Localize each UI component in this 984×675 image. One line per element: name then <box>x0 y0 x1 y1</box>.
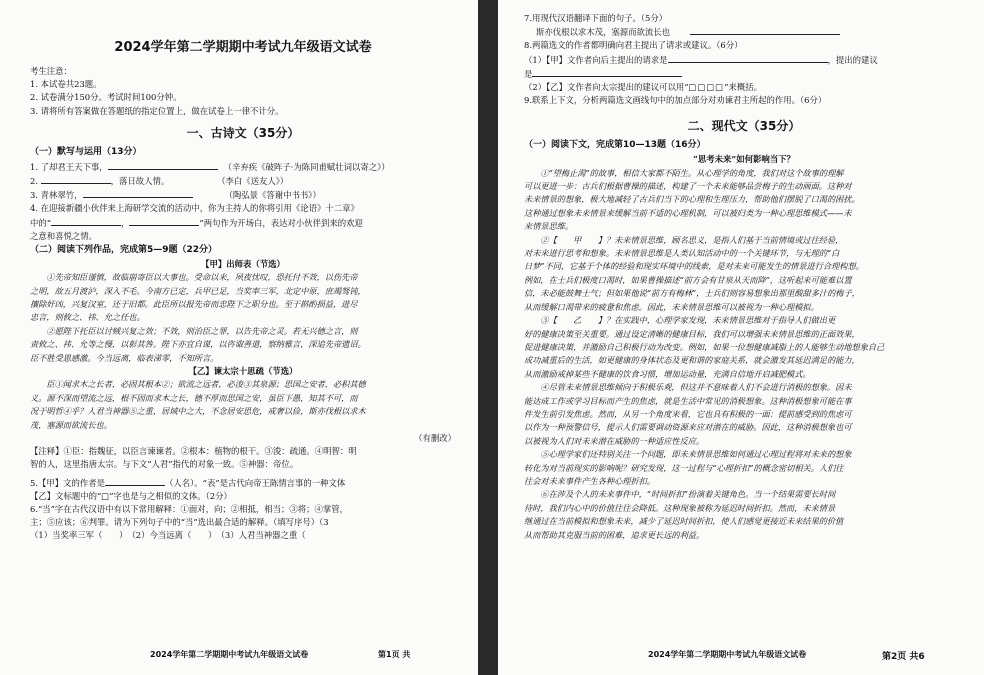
question-7-sentence: 斯亦伐根以求木茂，塞源而欲流长也 <box>524 25 964 39</box>
text-line: 日梦”不同，它基于个体的经验和现实环境中的线索，是对未来可能发生的情景进行合理构想。 <box>524 261 864 272</box>
text-line: 攘除奸凶，兴复汉室，还于旧都。此臣所以报先帝而忠陛下之职分也。至于斟酌损益，进尽 <box>30 299 358 310</box>
text-line: 况于明哲④乎？人君当神器⑤之重，居域中之大，不念居安思危，戒奢以俭，斯亦伐根以求木 <box>30 406 366 417</box>
notice-item: 3. 请将所有答案做在答题纸的指定位置上，做在试卷上一律不计分。 <box>30 105 284 116</box>
exam-page-1: 2024学年第二学期期中考试九年级语文试卷 考生注意： 1. 本试卷共23题。 2. 试卷满分150分。考试时间100分钟。 3. 请将所有答案做在答题纸的指定位置上，做在试卷上一律不计分。 一、古诗文（35分） （一）默写与运用（13分） 1. 了却君王天下事， （辛弃疾《破阵子·为陈同甫赋壮词以寄之》） 2. ，落日故人情。 （李白《送友人》） 3. 青林翠竹， （陶弘景《答谢中书书》） 4. 在迎接新疆小伙伴来上海研学交流的活动中，你为主持人的你将引用《论语》十二章》 中的“ ， ”两句作为开场白，表达对小伙伴到来的欢迎 之意和喜悦之情。 （二）阅读下列作品，完成第5—9题（22分） 【甲】出师表（节选） ①先帝知臣谨慎，故临崩寄臣以大事也。受命以来，夙夜忧叹，恐托付不效，以伤先帝 之明，故五月渡泸，深入不毛。今南方已定，兵甲已足，当奖率三军，北定中原，庶竭驽钝， 攘除奸凶，兴复汉室，还于旧都。此臣所以报先帝而忠陛下之职分也。至于斟酌损益，进尽 忠言，则攸之、祎、允之任也。 ②愿陛下托臣以讨贼兴复之效；不效，则治臣之罪，以告先帝之灵。若无兴德之言，则 责攸之、祎、允等之慢，以彰其咎。陛下亦宜自谋，以咨诹善道，察纳雅言，深追先帝遗诏。 臣不胜受恩感激。今当远离，临表涕零，不知所言。 【乙】谏太宗十思疏（节选） 臣①闻求木之长者，必固其根本②；欲流之远者，必浚③其泉源；思国之安者，必积其德 义。源不深而望流之远，根不固而求木之长，德不厚而思国之安，虽臣下愚，知其不可，而 况于明哲④乎？人君当神器⑤之重，居域中之大，不念居安思危，戒奢以俭，斯亦伐根以求木 茂，塞源而欲流长也。 （有删改） 【注释】①臣：指魏征，以臣言谏谏者。②根本：植物的根干。③浚：疏通。④明智：明 智的人，这里指唐太宗。与下文“人君”指代的对象一致。⑤神器：帝位。 5.【甲】文的作者是 （人名）。“表”是古代向帝王陈情言事的一种文体 【乙】文标题中的“□”字也是与之相似的文体。（2分） 6.“当”字在古代汉语中有以下常用解释：①面对，向；②相抵，相当；③将；④掌管， 主；⑤应该；⑥判罪。请为下列句子中的“当”选出最合适的解释。（填写序号）（3 （1）当奖率三军（ ） （2）今当远离（ ） （3）人君当神器之重（ 2024学年第二学期期中考试九年级语文试卷 第1页 共 <box>0 0 478 675</box>
text-line: 这种通过想象未来情景来缓解当前不适的心理机制，可以被归类为一种心理思维模式——未 <box>524 207 852 218</box>
text-line: 茂，塞源而欲流长也。 <box>30 419 112 430</box>
question-1: 1. 了却君王天下事， （辛弃疾《破阵子·为陈同甫赋壮词以寄之》） <box>30 161 390 172</box>
answer-blank[interactable] <box>83 188 193 198</box>
question-3: 3. 青林翠竹， （陶弘景《答谢中书书》） <box>30 190 321 201</box>
text-line: 来情景思维。 <box>524 221 574 232</box>
answer-blank[interactable] <box>105 476 165 486</box>
question-2: 2. ，落日故人情。 （李白《送友人》） <box>30 176 289 187</box>
text-line: ④尽管未来情景思维倾向于积极乐观，但这并不意味着人们不会进行消极的想象。因未 <box>524 382 852 393</box>
question-6-cont: 主；⑤应该；⑥判罪。请为下列句子中的“当”选出最合适的解释。（填写序号）（3 <box>30 517 329 528</box>
question-7: 7.用现代汉语翻译下面的句子。（5分） <box>524 13 668 23</box>
question-5-cont: 【乙】文标题中的“□”字也是与之相似的文体。（2分） <box>30 490 232 501</box>
text-line: 从而帮助其克服当前的困难，追求更长远的利益。 <box>524 529 705 540</box>
answer-blank[interactable] <box>690 25 840 35</box>
text-yi-title: 【乙】谏太宗十思疏（节选） <box>188 366 298 377</box>
text-line: 继通过在当前模拟和想象未来，减少了延迟时间折扣，使人们感觉更接近未来结果的价值 <box>524 516 844 527</box>
answer-blank[interactable] <box>51 216 121 226</box>
text-line: ②愿陛下托臣以讨贼兴复之效；不效，则治臣之罪，以告先帝之灵。若无兴德之言，则 <box>30 325 358 336</box>
question-6: 6.“当”字在古代汉语中有以下常用解释：①面对，向；②相抵，相当；③将；④掌管， <box>30 503 349 514</box>
question-8-2: （2）【乙】文作者向太宗提出的建议可以用“□□□□”来概括。 <box>524 82 762 93</box>
answer-blank[interactable] <box>41 174 111 184</box>
text-jia-body <box>30 271 456 365</box>
article-body <box>524 167 964 542</box>
text-line: ⑥在涉及个人的未来事件中，“时间折扣”扮演着关键角色。当一个结果需要长时间 <box>524 489 836 500</box>
text-line: 从而激励戒掉某些不健康的饮食习惯，增加运动量，充满自信地开启减肥模式。 <box>524 368 811 379</box>
answer-blank[interactable] <box>668 53 828 63</box>
text-line: 待时，我们内心中的价值往往会降低。这种现象被称为延迟时间折扣。然而，未来情景 <box>524 502 836 513</box>
text-line: 臣不胜受恩感激。今当远离，临表涕零，不知所言。 <box>30 352 219 363</box>
answer-boxes[interactable]: □□□□ <box>688 82 725 93</box>
question-9: 9.联系上下文，分析两篇选文画线句中的加点部分对劝谏君主所起的作用。（6分） <box>524 95 827 106</box>
page-number: 第2页 共6 <box>882 652 925 662</box>
notice-item: 1. 本试卷共23题。 <box>30 79 102 90</box>
text-line: 臣①闻求木之长者，必固其根本②；欲流之远者，必浚③其泉源；思国之安者，必积其德 <box>30 379 366 390</box>
text-line: 义。源不深而望流之远，根不固而求木之长，德不厚而思国之安，虽臣下愚，知其不可，而 <box>30 392 358 403</box>
question-4: 4. 在迎接新疆小伙伴来上海研学交流的活动中，你为主持人的你将引用《论语》十二章》 <box>30 203 359 214</box>
notice-title: 考生注意： <box>30 66 72 76</box>
text-line: 件发生前引发焦虑。然而，从另一个角度来看，它也具有积极的一面：提前感受到的焦虑可 <box>524 408 852 419</box>
text-line: ⑤心理学家们还特别关注一个问题，即未来情景思维如何通过心理过程将对未来的想象 <box>524 449 852 460</box>
question-5: 5.【甲】文的作者是 （人名）。“表”是古代向帝王陈情言事的一种文体 <box>30 477 346 488</box>
question-4-cont: 中的“ ， ”两句作为开场白，表达对小伙伴到来的欢迎 <box>30 217 363 228</box>
text-line: 往会对未来事件产生各种心理折扣。 <box>524 475 656 486</box>
text-line: 能达成工作或学习目标而产生的焦虑，就是生活中常见的消极想象。这种消极想象可能在事 <box>524 395 852 406</box>
annotation: 智的人，这里指唐太宗。与下文“人君”指代的对象一致。⑤神器：帝位。 <box>30 459 299 470</box>
text-line: 可以更进一步：古兵们根据曹操的描述，构建了一个未来能够品尝梅子的生动画面。这种对 <box>524 181 852 192</box>
cut-note: （有删改） <box>414 432 456 443</box>
part-heading: （二）阅读下列作品，完成第5—9题（22分） <box>30 245 218 256</box>
text-line: ①先帝知臣谨慎，故临崩寄臣以大事也。受命以来，夙夜忧叹，恐托付不效，以伤先帝 <box>30 272 358 283</box>
question-8-1-cont: 是 <box>524 67 964 81</box>
text-line: 信，未必能鼓舞士气；但如果他说“前方有梅林”，士兵们则容易想象出那里酸甜多汁的梅子， <box>524 288 860 299</box>
exam-page-2: 7.用现代汉语翻译下面的句子。（5分） 斯亦伐根以求木茂，塞源而欲流长也 8.两篇选文的作者都明确向君主提出了请求或建议。（6分） （1）【甲】文作者向后主提出的请求是 ，提出的建议 是 （2）【乙】文作者向太宗提出的建议可以用“□□□□”来概括。 9.联系上下文，分析两篇选文画线句中的加点部分对劝谏君主所起的作用。（6分） 二、现代文（35分） （一）阅读下文，完成第10—13题（16分） “思考未来”如何影响当下？ ①“望梅止渴”的故事，相信大家都不陌生。从心理学的角度，我们对这个故事的理解 可以更进一步：古兵们根据曹操的描述，构建了一个未来能够品尝梅子的生动画面。这种对 未来情景的想象，极大地减轻了古兵们当下的心理和生理压力，帮助他们摆脱了口渴的困扰。 这种通过想象未来情景来缓解当前不适的心理机制，可以被归类为一种心理思维模式——未 来情景思维。 ②【 甲 】？未来情景思维，顾名思义，是指人们基于当前情境或过往经验， 对未来进行思考和想象。未来情景思维是人类认知活动中的一个关键环节，与无理的“白 日梦”不同，它基于个体的经验和现实环境中的线索，是对未来可能发生的情景进行合理构想。 例如，在士兵们极度口渴时，如果曹操描述“前方会有甘泉从天而降”，这听起来可能难以置 信，未必能鼓舞士气；但如果他说“前方有梅林”，士兵们则容易想象出那里酸甜多汁的梅子， 从而缓解口渴带来的疲惫和焦虑。因此，未来情景思维可以被视为一种心理模拟。 ③【 乙 】？在实践中，心理学家发现，未来情景思维对于指导人们做出更 好的健康决策至关重要。通过设定清晰的健康目标，我们可以增强未来情景思维的正面效果， 促进健康决策，并激励自己积极行动为改变。例如，如果一位想健康减脂上的人能够生动地想象自己 成功减重后的生活，如更健康的身体状态及更和谐的家庭关系，就会激发其延迟满足的能力， 从而激励戒掉某些不健康的饮食习惯，增加运动量，充满自信地开启减肥模式。 ④尽管未来情景思维倾向于积极乐观，但这并不意味着人们不会进行消极的想象。因未 能达成工作或学习目标而产生的焦虑，就是生活中常见的消极想象。这种消极想象可能在事 件发生前引发焦虑。然而，从另一个角度来看，它也具有积极的一面：提前感受到的焦虑可 以作为一种预警信号，提示人们需要调动资源来应对潜在的威胁。因此，这种消极想象也可 以被视为人们对未来潜在威胁的一种适应性反应。 ⑤心理学家们还特别关注一个问题，即未来情景思维如何通过心理过程将对未来的想象 转化为对当前现实的影响呢？研究发现，这一过程与“心理折扣”的概念密切相关。人们往 往会对未来事件产生各种心理折扣。 ⑥在涉及个人的未来事件中，“时间折扣”扮演着关键角色。当一个结果需要长时间 待时，我们内心中的价值往往会降低。这种现象被称为延迟时间折扣。然而，未来情景 继通过在当前模拟和想象未来，减少了延迟时间折扣，使人们感觉更接近未来结果的价值 从而帮助其克服当前的困难，追求更长远的利益。 2024学年第二学期期中考试九年级语文试卷 第2页 共6 <box>498 0 984 675</box>
question-6-items: （1）当奖率三军（ ） （2）今当远离（ ） （3）人君当神器之重（ <box>30 530 306 541</box>
text-line: 对未来进行思考和想象。未来情景思维是人类认知活动中的一个关键环节，与无理的“白 <box>524 248 840 259</box>
text-line: 成功减重后的生活，如更健康的身体状态及更和谐的家庭关系，就会激发其延迟满足的能力， <box>524 355 860 366</box>
question-8-1: （1）【甲】文作者向后主提出的请求是 ，提出的建议 <box>524 54 878 65</box>
part-heading: （一）默写与运用（13分） <box>30 146 142 157</box>
text-line: ②【 甲 】？未来情景思维，顾名思义，是指人们基于当前情境或过往经验， <box>524 234 844 245</box>
answer-blank[interactable] <box>532 67 682 77</box>
answer-blank[interactable] <box>108 160 218 170</box>
question-8: 8.两篇选文的作者都明确向君主提出了请求或建议。（6分） <box>524 40 743 51</box>
answer-blank[interactable] <box>129 216 199 226</box>
text-line: 责攸之、祎、允等之慢，以彰其咎。陛下亦宜自谋，以咨诹善道，察纳雅言，深追先帝遗诏。 <box>30 339 366 350</box>
exam-title: 2024学年第二学期期中考试九年级语文试卷 <box>114 40 372 55</box>
text-line: ①“望梅止渴”的故事，相信大家都不陌生。从心理学的角度，我们对这个故事的理解 <box>524 167 844 178</box>
text-line: 好的健康决策至关重要。通过设定清晰的健康目标，我们可以增强未来情景思维的正面效果， <box>524 328 860 339</box>
text-jia-title: 【甲】出师表（节选） <box>201 259 285 270</box>
text-line: ③【 乙 】？在实践中，心理学家发现，未来情景思维对于指导人们做出更 <box>524 315 836 326</box>
section-heading: 一、古诗文（35分） <box>186 125 300 140</box>
text-line: 例如，在士兵们极度口渴时，如果曹操描述“前方会有甘泉从天而降”，这听起来可能难以置 <box>524 274 852 285</box>
text-line: 以作为一种预警信号，提示人们需要调动资源来应对潜在的威胁。因此，这种消极想象也可 <box>524 422 852 433</box>
page-number: 第1页 共 <box>378 650 411 659</box>
notice-item: 2. 试卷满分150分。考试时间100分钟。 <box>30 92 182 103</box>
article-title: “思考未来”如何影响当下？ <box>693 154 795 165</box>
text-line: 从而缓解口渴带来的疲惫和焦虑。因此，未来情景思维可以被视为一种心理模拟。 <box>524 301 819 312</box>
section-heading: 二、现代文（35分） <box>687 119 801 134</box>
annotation: 【注释】①臣：指魏征，以臣言谏谏者。②根本：植物的根干。③浚：疏通。④明智：明 <box>30 446 357 457</box>
text-line: 转化为对当前现实的影响呢？研究发现，这一过程与“心理折扣”的概念密切相关。人们往 <box>524 462 844 473</box>
text-line: 忠言，则攸之、祎、允之任也。 <box>30 312 145 323</box>
question-4-cont: 之意和喜悦之情。 <box>30 230 97 241</box>
text-line: 未来情景的想象，极大地减轻了古兵们当下的心理和生理压力，帮助他们摆脱了口渴的困扰。 <box>524 194 860 205</box>
text-line: 促进健康决策，并激励自己积极行动为改变。例如，如果一位想健康减脂上的人能够生动地想象自己 <box>524 341 885 352</box>
text-line: 以被视为人们对未来潜在威胁的一种适应性反应。 <box>524 435 705 446</box>
part-heading: （一）阅读下文，完成第10—13题（16分） <box>524 140 706 151</box>
text-yi-body <box>30 378 456 432</box>
text-line: 之明，故五月渡泸，深入不毛。今南方已定，兵甲已足，当奖率三军，北定中原，庶竭驽钝， <box>30 285 366 296</box>
